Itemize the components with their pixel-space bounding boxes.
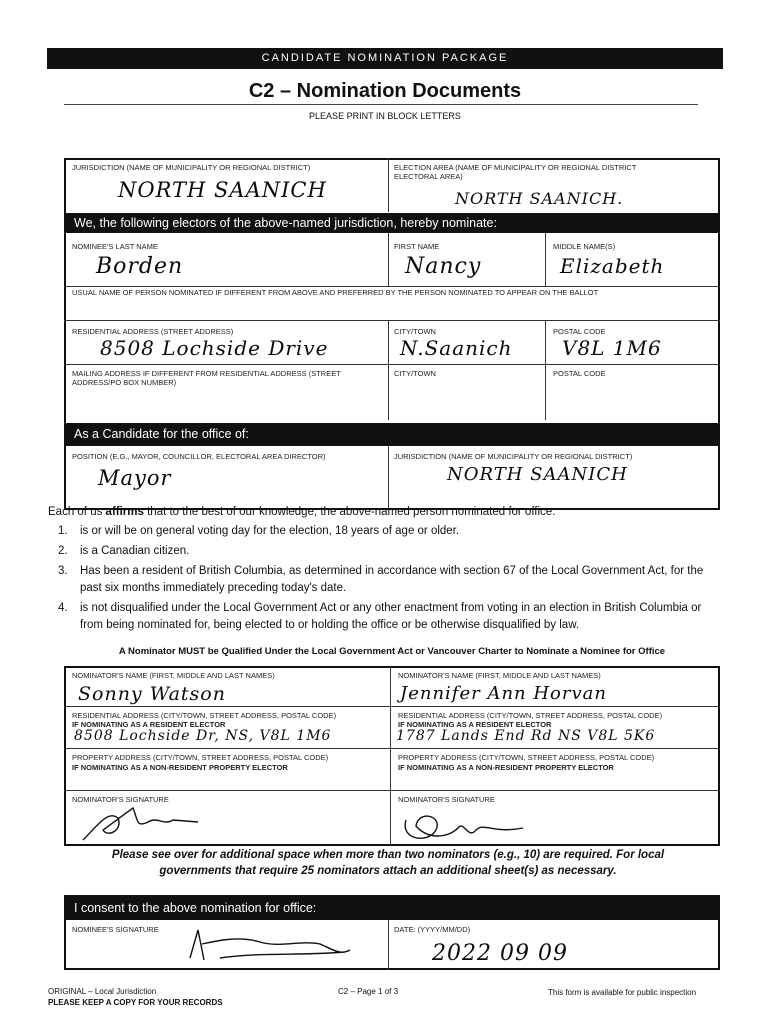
nominator-sig-label: NOMINATOR'S SIGNATURE xyxy=(72,795,169,804)
first-name-label: FIRST NAME xyxy=(394,242,440,251)
page-title: C2 – Nomination Documents xyxy=(248,80,522,102)
middle-name-field[interactable]: Elizabeth xyxy=(560,254,665,278)
footer-public-inspection: This form is available for public inspection xyxy=(548,988,697,997)
list-item: 4. is not disqualified under the Local Government Act or any other enactment from voting in an election in British Columbia or from being nominated for, being elected to or holding the office or be otherwise disqualified by law. xyxy=(58,602,702,631)
postal-field[interactable]: V8L 1M6 xyxy=(562,336,662,360)
divider xyxy=(545,320,546,420)
nominator-2-address[interactable]: 1787 Lands End Rd NS V8L 5K6 xyxy=(396,728,656,744)
divider xyxy=(64,320,720,321)
nominator-prop-sub: IF NOMINATING AS A NON-RESIDENT PROPERTY ELECTOR xyxy=(398,763,614,772)
nominator-prop-label: PROPERTY ADDRESS (CITY/TOWN, STREET ADDRESS, POSTAL CODE) xyxy=(72,753,329,762)
divider xyxy=(64,748,720,749)
nominator-res-label: RESIDENTIAL ADDRESS (CITY/TOWN, STREET ADDRESS, POSTAL CODE) xyxy=(72,711,337,720)
date-field[interactable]: 2022 09 09 xyxy=(432,941,568,966)
list-item: 2. is a Canadian citizen. xyxy=(58,545,190,557)
nominator-1-address[interactable]: 8508 Lochside Dr, NS, V8L 1M6 xyxy=(74,728,332,744)
nominator-1-signature[interactable] xyxy=(78,800,208,845)
nominator-2-signature[interactable] xyxy=(398,800,528,845)
divider xyxy=(388,920,389,970)
election-area-label: ELECTION AREA (NAME OF MUNICIPALITY OR REGIONAL DISTRICT ELECTORAL AREA) xyxy=(394,163,637,181)
city-label: CITY/TOWN xyxy=(394,327,436,336)
nominator-prop-label: PROPERTY ADDRESS (CITY/TOWN, STREET ADDRESS, POSTAL CODE) xyxy=(398,753,655,762)
footer-original: ORIGINAL – Local Jurisdiction xyxy=(48,987,157,996)
nominator-name-label: NOMINATOR'S NAME (FIRST, MIDDLE AND LAST NAMES) xyxy=(398,671,601,680)
divider xyxy=(545,233,546,287)
nominator-1-name[interactable]: Sonny Watson xyxy=(78,683,226,705)
jurisdiction-label: JURISDICTION (NAME OF MUNICIPALITY OR REGIONAL DISTRICT) xyxy=(72,163,311,172)
jurisdiction-field[interactable]: NORTH SAANICH xyxy=(118,178,327,202)
consent-bar: I consent to the above nomination for office: xyxy=(64,897,720,920)
mailing-postal-label: POSTAL CODE xyxy=(553,369,606,378)
additional-space-note: Please see over for additional space when more than two nominators (e.g., 10) are required. For local governments that require 25 nominators attach an additional sheet(s) as necessary. xyxy=(111,849,665,877)
affirm-list xyxy=(58,523,726,634)
usual-name-label: USUAL NAME OF PERSON NOMINATED IF DIFFERENT FROM ABOVE AND PREFERRED BY THE PERSON NOMINATED TO APPEAR ON THE BALLOT xyxy=(72,288,599,297)
nominator-sig-label: NOMINATOR'S SIGNATURE xyxy=(398,795,495,804)
election-area-field[interactable]: NORTH SAANICH. xyxy=(455,189,624,208)
office-jurisdiction-field[interactable]: NORTH SAANICH xyxy=(447,464,628,485)
nominator-2-name[interactable]: Jennifer Ann Horvan xyxy=(400,683,607,704)
last-name-label: NOMINEE'S LAST NAME xyxy=(72,242,158,251)
affirm-intro: Each of us affirms that to the best of our knowledge, the above-named person nominated for office: xyxy=(48,506,556,518)
footer-keep-copy: PLEASE KEEP A COPY FOR YOUR RECORDS xyxy=(48,998,223,1007)
nominator-heading: A Nominator MUST be Qualified Under the Local Government Act or Vancouver Charter to Nominate a Nominee for Office xyxy=(118,646,666,657)
divider xyxy=(64,364,720,365)
divider xyxy=(388,446,389,510)
residential-label: RESIDENTIAL ADDRESS (STREET ADDRESS) xyxy=(72,327,234,336)
postal-label: POSTAL CODE xyxy=(553,327,606,336)
middle-name-label: MIDDLE NAME(S) xyxy=(553,242,616,251)
mailing-city-label: CITY/TOWN xyxy=(394,369,436,378)
list-item: 3. Has been a resident of British Columbia, as determined in accordance with section 67 of the Local Government Act, for the past six months immediately preceding today's date. xyxy=(58,565,704,594)
date-label: DATE: (YYYY/MM/DD) xyxy=(394,925,471,934)
divider xyxy=(64,286,720,287)
nominator-res-sub: IF NOMINATING AS A RESIDENT ELECTOR xyxy=(398,720,552,729)
position-field[interactable]: Mayor xyxy=(98,466,172,490)
last-name-field[interactable]: Borden xyxy=(96,254,184,279)
nominee-signature-label: NOMINEE'S SIGNATURE xyxy=(72,925,159,934)
position-label: POSITION (E.G., MAYOR, COUNCILLOR, ELECTORAL AREA DIRECTOR) xyxy=(72,452,326,461)
first-name-field[interactable]: Nancy xyxy=(405,254,482,279)
divider xyxy=(64,790,720,791)
list-item: 1. is or will be on general voting day for the election, 18 years of age or older. xyxy=(58,525,460,537)
package-banner: CANDIDATE NOMINATION PACKAGE xyxy=(47,48,723,69)
nominator-res-sub: IF NOMINATING AS A RESIDENT ELECTOR xyxy=(72,720,226,729)
divider xyxy=(388,320,389,420)
title-rule xyxy=(64,104,698,105)
nominator-res-label: RESIDENTIAL ADDRESS (CITY/TOWN, STREET ADDRESS, POSTAL CODE) xyxy=(398,711,663,720)
divider xyxy=(390,666,391,846)
divider xyxy=(388,233,389,287)
candidate-bar: As a Candidate for the office of: xyxy=(64,423,720,446)
divider xyxy=(388,158,389,212)
divider xyxy=(64,706,720,707)
nominee-signature[interactable] xyxy=(180,922,360,968)
nominator-prop-sub: IF NOMINATING AS A NON-RESIDENT PROPERTY ELECTOR xyxy=(72,763,288,772)
print-instruction: PLEASE PRINT IN BLOCK LETTERS xyxy=(309,111,461,121)
mailing-label: MAILING ADDRESS IF DIFFERENT FROM RESIDENTIAL ADDRESS (STREET ADDRESS/PO BOX NUMBER) xyxy=(72,369,341,387)
nominator-name-label: NOMINATOR'S NAME (FIRST, MIDDLE AND LAST NAMES) xyxy=(72,671,275,680)
city-field[interactable]: N.Saanich xyxy=(400,336,513,360)
nominate-bar: We, the following electors of the above-named jurisdiction, hereby nominate: xyxy=(64,213,720,233)
office-jurisdiction-label: JURISDICTION (NAME OF MUNICIPALITY OR REGIONAL DISTRICT) xyxy=(394,452,633,461)
footer-page-number: C2 – Page 1 of 3 xyxy=(338,987,399,996)
residential-field[interactable]: 8508 Lochside Drive xyxy=(100,336,329,360)
